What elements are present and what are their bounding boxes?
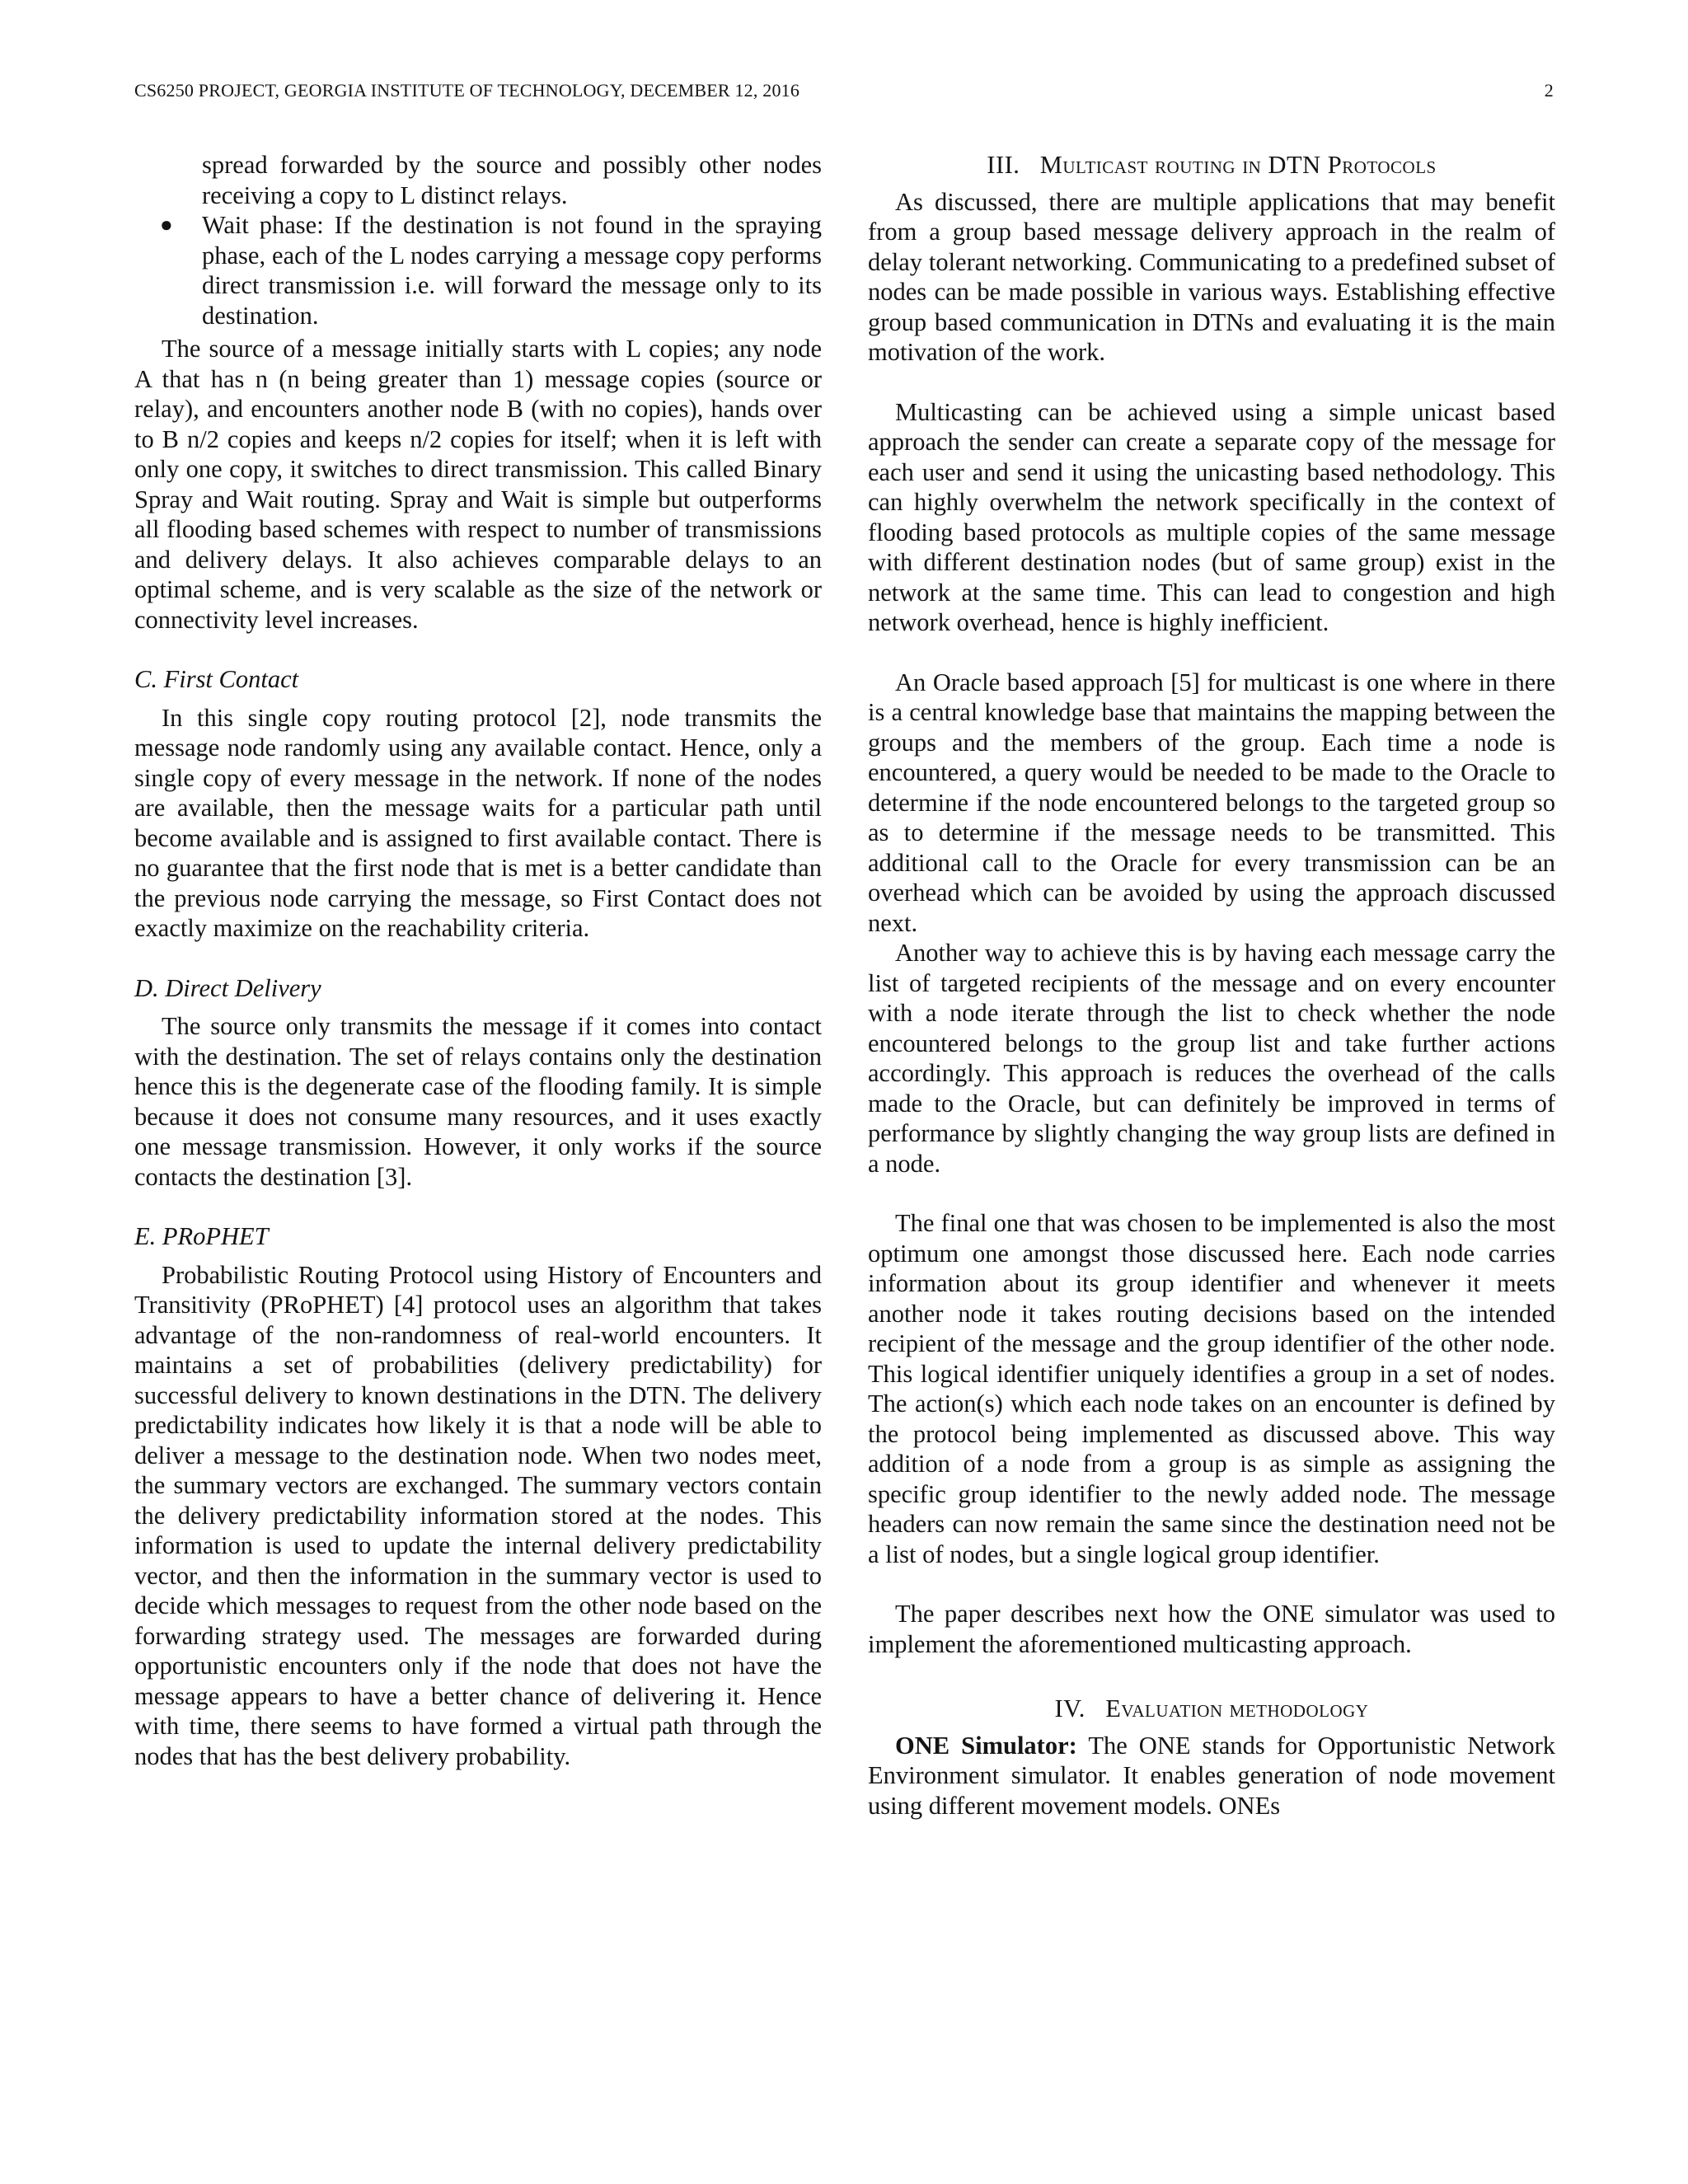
section-title: Evaluation methodology: [1105, 1694, 1369, 1722]
spray-wait-phase-list: [134, 150, 822, 330]
paragraph-recipient-list-approach: Another way to achieve this is by having each message carry the list of targeted recipients of the message and on every encounter with a node iterate through the list to check whether the node encountered belongs to the group list and take further actions accordingly. This approach is reduces the overhead of the calls made to the Oracle, but can definitely be improved in terms of performance by slightly changing the way group lists are defined in a node.: [868, 939, 1555, 1178]
paragraph-one-simulator-text: The ONE stands for Opportunistic Network Environment simulator. It enables generation of node movement using different movement models. ONEs: [868, 1731, 1555, 1820]
paragraph-prophet: Probabilistic Routing Protocol using History of Encounters and Transitivity (PRoPHET) [4] protocol uses an algorithm that takes advantage of the non-randomness of real-world encounters. It maintains a set of probabilities (delivery predictability) for successful delivery to known destinations in the DTN. The delivery predictability indicates how likely it is that a node will be able to deliver a message to the destination node. When two nodes meet, the summary vectors are exchanged. The summary vectors contain the delivery predictability information stored at the nodes. This information is used to update the internal delivery predictability vector, and then the information in the summary vector is used to decide which messages to request from the other node based on the forwarding strategy used. The messages are forwarded during opportunistic encounters only if the node that does not have the message appears to have a better chance of delivering it. Hence with time, there seems to have formed a virtual path through the nodes that has the best delivery probability.: [134, 1260, 822, 1770]
section-numeral: IV.: [1054, 1694, 1085, 1722]
paragraph-one-simulator-transition: The paper describes next how the ONE simulator was used to implement the aforementioned multicasting approach.: [868, 1600, 1555, 1658]
left-column: [134, 150, 822, 1771]
bullet-icon: ●: [160, 213, 173, 237]
running-header: [134, 79, 1554, 102]
paragraph-unicast-approach: Multicasting can be achieved using a simple unicast based approach the sender can create a separate copy of the message for each user and send it using the unicasting based nethodology. This can highly overwhelm the network specifically in the context of flooding based protocols as multiple copies of the same message with different destination nodes (but of same group) exist in the network at the same time. This can lead to congestion and high network overhead, hence is highly inefficient.: [868, 397, 1555, 636]
running-title: CS6250 PROJECT, GEORGIA INSTITUTE OF TECHNOLOGY, DECEMBER 12, 2016: [134, 80, 800, 101]
paragraph-group-identifier-approach: The final one that was chosen to be implemented is also the most optimum one amongst those discussed here. Each node carries information about its group identifier and whenever it meets another node it takes routing decisions based on the intended recipient of the message and the group identifier of the other node. This logical identifier uniquely identifies a group in a set of nodes. The action(s) which each node takes on an encounter is defined by the protocol being implemented as discussed above. This way addition of a node from a group is as simple as assigning the specific group identifier to the newly added node. The message headers can now remain the same since the destination need not be a list of nodes, but a single logical group identifier.: [868, 1209, 1555, 1568]
section-heading-multicast: [868, 150, 1555, 180]
paragraph-oracle-approach: An Oracle based approach [5] for multicast is one where in there is a central knowledge base that maintains the mapping between the groups and the members of the group. Each time a node is encountered, a query would be needed to be made to the Oracle to determine if the node encountered belongs to the targeted group so as to determine if the message needs to be transmitted. This additional call to the Oracle for every transmission can be an overhead which can be avoided by using the approach discussed next.: [868, 668, 1555, 937]
section-title: Multicast routing in DTN Protocols: [1039, 151, 1437, 179]
subsection-heading-prophet: E. PRoPHET: [134, 1222, 269, 1250]
page-number: 2: [1544, 80, 1554, 101]
section-heading-evaluation: [868, 1694, 1555, 1724]
paragraph-direct-delivery: The source only transmits the message if it comes into contact with the destination. The set of relays contains only the destination hence this is the degenerate case of the flooding family. It is simple because it does not consume many resources, and it uses exactly one message transmission. However, it only works if the source contacts the destination [3].: [134, 1012, 822, 1191]
paragraph-multicast-intro: As discussed, there are multiple applications that may benefit from a group based message delivery approach in the realm of delay tolerant networking. Communicating to a predefined subset of nodes can be made possible in various ways. Establishing effective group based communication in DTNs and evaluating it is the main motivation of the work.: [868, 187, 1555, 366]
bullet-wait-phase: [134, 210, 822, 330]
bullet-wait-phase-text: Wait phase: If the destination is not found in the spraying phase, each of the L nodes carrying a message copy performs direct transmission i.e. will forward the message only to its destination.: [202, 211, 822, 330]
subsection-heading-first-contact: C. First Contact: [134, 665, 299, 693]
subsection-heading-direct-delivery: D. Direct Delivery: [134, 973, 321, 1002]
section-numeral: III.: [987, 151, 1020, 179]
paragraph-first-contact: In this single copy routing protocol [2], node transmits the message node randomly using any available contact. Hence, only a single copy of every message in the network. If none of the nodes are available, then the message waits for a particular path until become available and is assigned to first available contact. There is no guarantee that the first node that is met is a better candidate than the previous node carrying the message, so First Contact does not exactly maximize on the reachability criteria.: [134, 703, 822, 942]
run-in-heading: ONE Simulator:: [895, 1731, 1077, 1760]
bullet-spray-continuation: spread forwarded by the source and possibly other nodes receiving a copy to L distinct relays.: [202, 151, 822, 209]
right-column: [868, 150, 1555, 1821]
paragraph-one-simulator: [868, 1731, 1555, 1821]
paragraph-binary-spray: The source of a message initially starts with L copies; any node A that has n (n being greater than 1) message copies (source or relay), and encounters another node B (with no copies), hands over to B n/2 copies and keeps n/2 copies for itself; when it is left with only one copy, it switches to direct transmission. This called Binary Spray and Wait routing. Spray and Wait is simple but outperforms all flooding based schemes with respect to number of transmissions and delivery delays. It also achieves comparable delays to an optimal scheme, and is very scalable as the size of the network or connectivity level increases.: [134, 335, 822, 634]
